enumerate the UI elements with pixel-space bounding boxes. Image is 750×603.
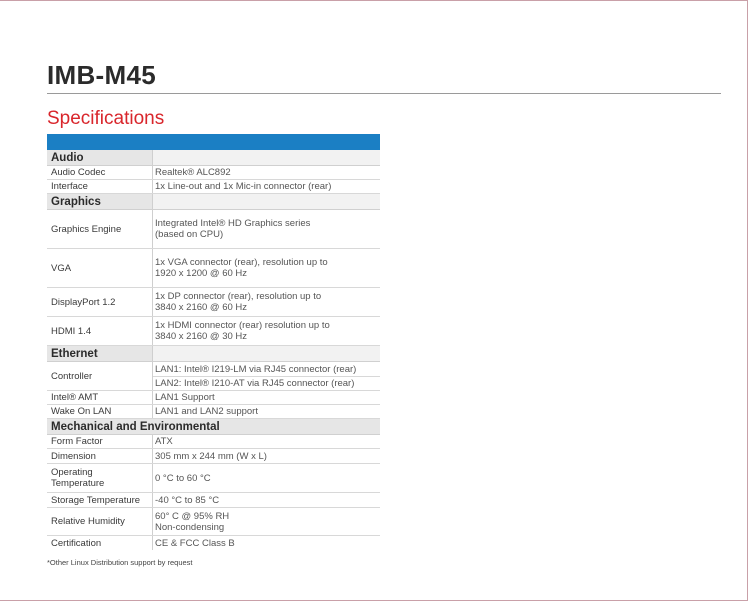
category-mechanical: [47, 419, 380, 435]
row-value: [153, 362, 380, 390]
table-row: [47, 362, 380, 391]
row-label: Dimension: [47, 449, 153, 463]
row-value: CE & FCC Class B: [155, 537, 235, 549]
product-title: IMB-M45: [47, 60, 156, 90]
row-label: Interface: [47, 180, 153, 193]
lan1-value: LAN1: Intel® I219-LM via RJ45 connector (rear): [153, 362, 380, 377]
row-value: LAN1 and LAN2 support: [155, 406, 258, 417]
category-ethernet: [47, 346, 380, 362]
row-value: 60° C @ 95% RH Non-condensing: [155, 510, 230, 533]
table-row: [47, 405, 380, 419]
row-label: HDMI 1.4: [47, 317, 153, 345]
specifications-heading: Specifications: [47, 108, 165, 129]
table-row: [47, 391, 380, 405]
row-value: LAN1 Support: [155, 392, 215, 403]
row-label: Audio Codec: [47, 166, 153, 179]
row-value: 0 °C to 60 °C: [155, 472, 211, 484]
table-row: [47, 317, 380, 346]
row-label: Certification: [47, 536, 153, 550]
row-label: Relative Humidity: [47, 508, 153, 535]
row-label: Intel® AMT: [47, 391, 153, 404]
table-header-bar: [47, 134, 380, 150]
row-value: 1x VGA connector (rear), resolution up to 1920 x 1200 @ 60 Hz: [155, 257, 328, 279]
category-label: Mechanical and Environmental: [51, 420, 220, 433]
title-divider: [47, 93, 721, 94]
row-value: 1x HDMI connector (rear) resolution up to 3840 x 2160 @ 30 Hz: [155, 320, 330, 342]
lan2-value: LAN2: Intel® I210-AT via RJ45 connector (rear): [155, 378, 355, 389]
row-label: VGA: [47, 249, 153, 287]
category-audio: [47, 150, 380, 166]
category-graphics: [47, 194, 380, 210]
table-row: [47, 508, 380, 536]
row-value: 305 mm x 244 mm (W x L): [155, 450, 267, 462]
table-row: [47, 166, 380, 180]
table-row: [47, 249, 380, 288]
row-label: Graphics Engine: [47, 210, 153, 248]
row-label: Operating Temperature: [47, 464, 153, 492]
table-row: [47, 435, 380, 449]
table-row: [47, 288, 380, 317]
table-row: [47, 493, 380, 508]
row-value: ATX: [155, 436, 173, 447]
row-value: -40 °C to 85 °C: [155, 494, 220, 506]
table-row: [47, 449, 380, 464]
footnote: *Other Linux Distribution support by request: [47, 558, 193, 567]
row-label: DisplayPort 1.2: [47, 288, 153, 316]
category-label: Ethernet: [47, 346, 153, 361]
category-label: Graphics: [47, 194, 153, 209]
table-row: [47, 464, 380, 493]
row-label: Controller: [47, 362, 153, 390]
table-row: [47, 180, 380, 194]
row-value: 1x DP connector (rear), resolution up to 3840 x 2160 @ 60 Hz: [155, 291, 322, 313]
table-row: [47, 210, 380, 249]
specifications-table: [47, 134, 380, 550]
row-label: Wake On LAN: [47, 405, 153, 418]
row-label: Storage Temperature: [47, 493, 153, 507]
row-label: Form Factor: [47, 435, 153, 448]
category-label: Audio: [47, 150, 153, 165]
row-value: 1x Line-out and 1x Mic-in connector (rear): [155, 181, 332, 192]
row-value: Integrated Intel® HD Graphics series (based on CPU): [155, 218, 311, 240]
table-row: [47, 536, 380, 550]
row-value: Realtek® ALC892: [155, 167, 231, 178]
